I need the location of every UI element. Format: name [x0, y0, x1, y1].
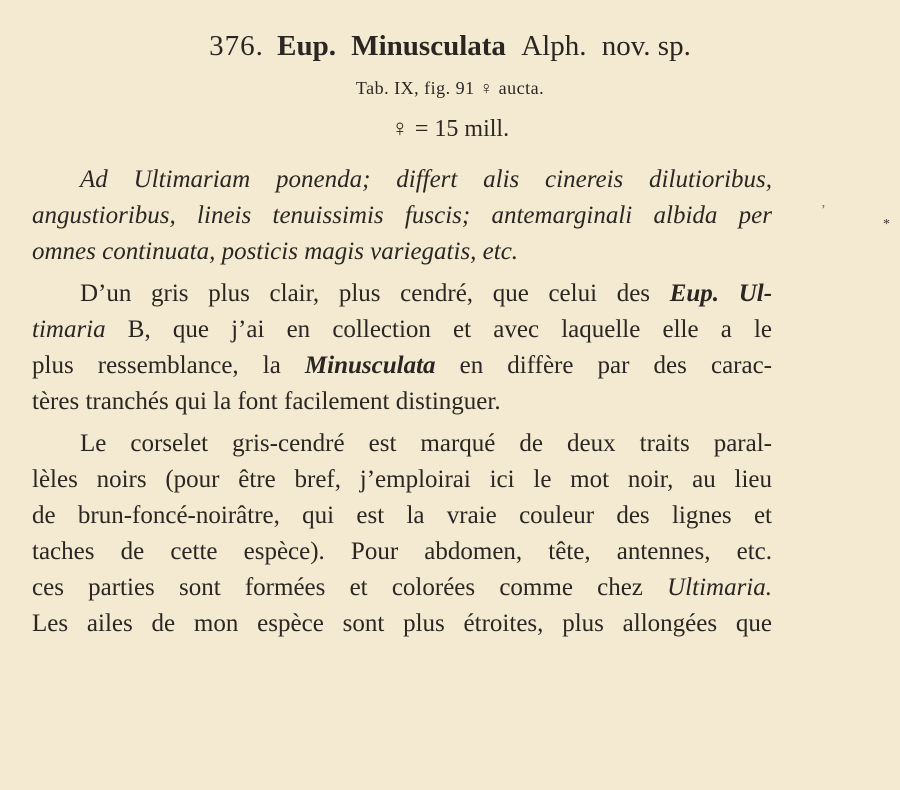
new-species-note: nov. sp.	[601, 30, 691, 62]
paragraph-2-line-3	[32, 348, 772, 384]
paragraph-3-line-3: de brun-foncé-noirâtre, qui est la vraie couleur des lignes et	[32, 502, 772, 529]
paragraph-3-line-4: taches de cette espèce). Pour abdomen, tête, antennes, etc.	[32, 538, 772, 565]
species-name: Minusculata	[351, 30, 506, 62]
paragraph-3-line-6: Les ailes de mon espèce sont plus étroites, plus allongées que	[32, 610, 772, 637]
size-measurement: ♀ = 15 mill.	[390, 116, 510, 142]
margin-star-mark: *	[883, 217, 890, 232]
paragraph-2-line-1	[80, 276, 772, 312]
plate-reference: Tab. IX, fig. 91 ♀ aucta.	[355, 78, 545, 98]
text-span: B, que j’ai en collection et avec laquelle elle a le	[127, 316, 772, 343]
species-number: 376.	[209, 30, 264, 62]
species-reference: Eup. Ul-	[669, 280, 773, 307]
latin-line-3: omnes continuata, posticis magis variegatis, etc.	[32, 238, 519, 265]
author-name: Alph.	[521, 30, 587, 62]
paragraph-3-line-2: lèles noirs (pour être bref, j’emploirai ici le mot noir, au lieu	[32, 466, 772, 493]
paragraph-3-line-1: Le corselet gris-cendré est marqué de deux traits paral-	[80, 430, 772, 457]
species-heading	[0, 30, 900, 63]
text-span: ces parties sont formées et colorées comme chez	[32, 574, 643, 601]
latin-line-2: angustioribus, lineis tenuissimis fuscis; antemarginali albida per	[32, 202, 772, 229]
margin-tick-mark: ’	[821, 203, 826, 218]
text-span: D’un gris plus clair, plus cendré, que celui des	[80, 280, 651, 307]
paragraph-2-line-2	[32, 312, 772, 348]
text-span: plus ressemblance, la	[32, 352, 281, 379]
species-reference: Ultimaria.	[667, 574, 772, 601]
genus-name: Eup.	[277, 30, 336, 62]
latin-line-1: Ad Ultimariam ponenda; differt alis cinereis dilutioribus,	[80, 166, 772, 193]
paragraph-3-line-5	[32, 570, 772, 606]
species-reference: Minusculata	[304, 352, 436, 379]
species-reference: timaria	[32, 316, 106, 343]
paragraph-2-line-4: tères tranchés qui la font facilement distinguer.	[32, 388, 501, 415]
text-span: en diffère par des carac-	[459, 352, 773, 379]
